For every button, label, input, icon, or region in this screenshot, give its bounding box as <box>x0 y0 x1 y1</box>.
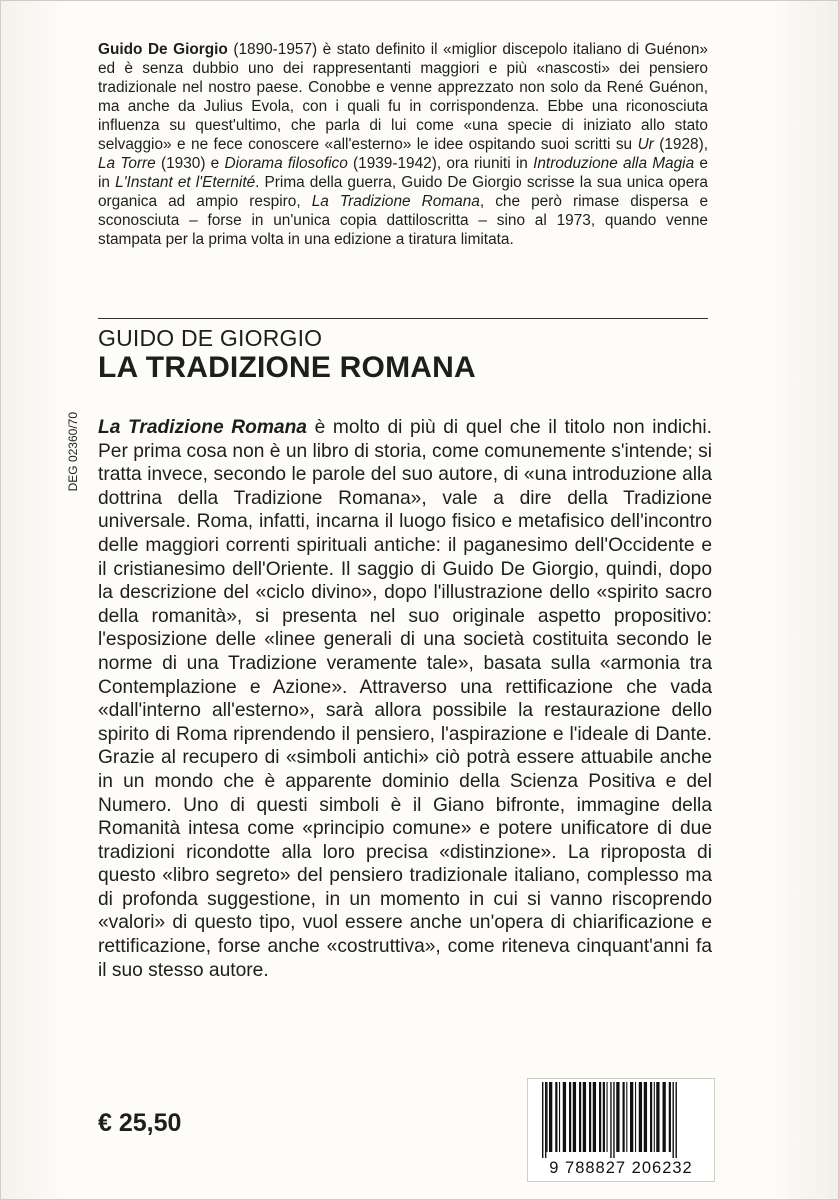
barcode-bar <box>676 1082 677 1158</box>
bio-segment: e in <box>98 155 708 191</box>
barcode-bar <box>589 1082 591 1152</box>
bio-segment: (1930) e <box>155 155 225 172</box>
barcode-bar <box>610 1082 611 1158</box>
catalog-code: DEG 02360/70 <box>66 412 80 492</box>
barcode-bar <box>599 1082 601 1152</box>
barcode-bar <box>549 1082 552 1152</box>
barcode-bar <box>559 1082 560 1152</box>
bio-segment: (1939-1942), ora riuniti in <box>347 155 534 172</box>
barcode-bar <box>635 1082 636 1152</box>
barcode-digits: 9 788827 206232 <box>549 1159 693 1177</box>
book-title: LA TRADIZIONE ROMANA <box>98 351 476 384</box>
description-body: è molto di più di quel che il titolo non indichi. Per prima cosa non è un libro di storia, come comunemente s'intende; si tratta invece, secondo le parole del suo autore, di «una introduzione alla dottrina della Tradizione Romana», vale a dire della Tradizione universale. Roma, infatti, incarna il luogo fisico e metafisico dell'incontro delle maggiori correnti spirituali antiche: il paganesimo dell'Occidente e il cristianesimo dell'Oriente. Il saggio di Guido De Giorgio, quindi, dopo la descrizione del «ciclo divino», dopo l'illustrazione dello «spirito sacro della romanità», si presenta nel suo originale aspetto propositivo: l'esposizione delle «linee generali di una società costituita secondo le norme di una Tradizione veramente tale», basata sulla «armonia tra Contemplazione e Azione». Attraverso una rettificazione che vada «dall'interno all'esterno», sarà allora possibile la restaurazione dello spirito di Roma riprendendo il pensiero, l'aspirazione e l'ideale di Dante. Grazie al recupero di «simboli antichi» ciò potrà essere attuabile anche in un mondo che è apparente dominio della Scienza Positiva e del Numero. Uno di questi simboli è il Giano bifronte, immagine della Romanità intesa come «principio comune» e potere unificatore di due tradizioni ricondotte alla loro precisa «distinzione». La riproposta di questo «libro segreto» del pensiero tradizionale italiano, complesso ma di profonda suggestione, in un momento in cui si vanno riscoprendo «valori» di questo tipo, vuol essere anche un'opera di chiarificazione e rettificazione, forse anche «costruttiva», come riteneva cinquant'anni fa il suo stesso autore. <box>98 417 712 981</box>
barcode-bar <box>613 1082 614 1158</box>
barcode-bar <box>545 1082 546 1158</box>
divider <box>98 318 708 319</box>
barcode-bar <box>593 1082 596 1152</box>
bio-segment: (1928), <box>653 136 709 153</box>
price: € 25,50 <box>98 1109 182 1137</box>
barcode-bar <box>616 1082 619 1152</box>
bio-segment: (1890-1957) è stato definito il «miglior discepolo italiano di Guénon» ed è senza dubbio uno dei rappresentanti maggiori e più «nascosti» dei pensiero tradizionale nel nostro paese. Conobbe e venne apprezzato non solo da René Guénon, ma anche da Julius Evola, con i quali fu in corrispondenza. Ebbe una riconosciuta influenza su quest'ultimo, che parla di lui come «una specie di iniziato allo stato selvaggio» e ne fece conoscere «all'esterno» le idee ospitando suoi scritti su <box>98 41 708 153</box>
barcode-bar <box>626 1082 627 1152</box>
barcode-bar <box>630 1082 633 1152</box>
description-lead-title: La Tradizione Romana <box>98 417 307 438</box>
barcode-bar <box>644 1082 647 1152</box>
book-description <box>98 416 712 982</box>
barcode-bar <box>654 1082 655 1152</box>
bio-segment: L'Instant et l'Eternité <box>115 174 256 191</box>
barcode-bar <box>583 1082 586 1152</box>
barcode-bar <box>569 1082 571 1152</box>
bio-segment: La Torre <box>98 155 156 172</box>
author-biography <box>98 40 708 249</box>
bio-segment: La Tradizione Romana <box>311 193 480 210</box>
barcode-bar <box>639 1082 642 1152</box>
barcode-bar <box>603 1082 605 1152</box>
bio-segment: Ur <box>637 136 654 153</box>
barcode-bar <box>650 1082 652 1152</box>
barcode-bar <box>563 1082 566 1152</box>
barcode-bar <box>607 1082 608 1152</box>
bio-segment: Diorama filosofico <box>224 155 348 172</box>
barcode-bar <box>573 1082 576 1152</box>
bio-segment: Guido De Giorgio <box>98 41 228 58</box>
bio-segment: . Prima della guerra, Guido De Giorgio scrisse la sua unica opera organica ad ampio respiro, <box>98 174 708 210</box>
barcode-bars <box>536 1082 706 1158</box>
barcode-bar <box>623 1082 625 1152</box>
barcode-bar <box>656 1082 659 1152</box>
barcode-bar <box>542 1082 543 1158</box>
barcode-bar <box>555 1082 557 1152</box>
barcode-bar <box>669 1082 671 1152</box>
bio-segment: , che però rimase dispersa e sconosciuta – forse in un'unica copia dattiloscritta – sino al 1973, quando venne stampata per la prima volta in una edizione a tiratura limitata. <box>98 193 709 248</box>
bio-segment: Introduzione alla Magia <box>533 155 695 172</box>
barcode-bar <box>673 1082 674 1158</box>
barcode-bar <box>663 1082 666 1152</box>
barcode-bar <box>547 1082 548 1152</box>
isbn-barcode <box>527 1078 715 1182</box>
author-name: GUIDO DE GIORGIO <box>98 325 323 351</box>
barcode-bar <box>579 1082 581 1152</box>
